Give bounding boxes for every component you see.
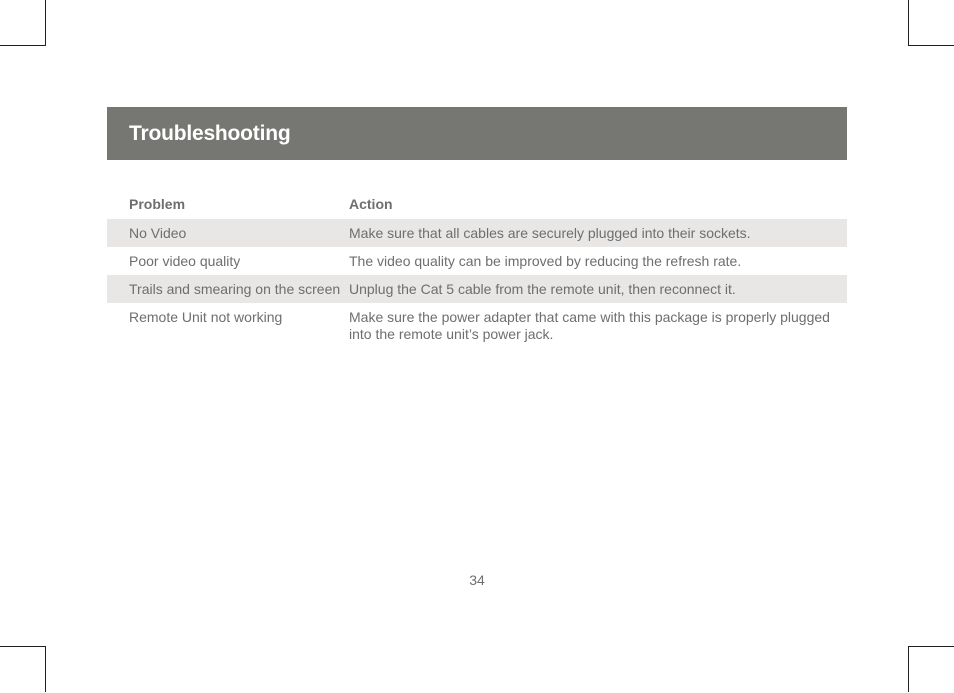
problem-cell: Poor video quality [129,253,241,269]
table-row [107,219,847,247]
action-cell: Make sure that all cables are securely plugged into their sockets. [349,225,751,241]
page-number: 34 [469,572,485,588]
crop-mark-top-left-v [45,0,46,46]
crop-mark-bottom-left-v [45,646,46,692]
section-title: Troubleshooting [129,122,291,145]
table-row [107,275,847,303]
column-header-problem: Problem [129,196,186,212]
action-cell: Make sure the power adapter that came with this package is properly plugged into the remote unit’s power jack. [349,309,830,342]
table-row [107,303,847,353]
problem-cell: Remote Unit not working [129,309,283,325]
column-header-action: Action [349,196,393,212]
problem-cell: No Video [129,225,187,241]
problem-cell: Trails and smearing on the screen [129,281,341,297]
crop-mark-top-right-v [908,0,909,46]
crop-mark-bottom-right-h [908,646,954,647]
table-header-row [107,190,847,219]
action-cell: Unplug the Cat 5 cable from the remote unit, then reconnect it. [349,281,736,297]
action-cell: The video quality can be improved by reducing the refresh rate. [349,253,742,269]
troubleshooting-table [107,190,847,353]
crop-mark-bottom-right-v [908,646,909,692]
section-header-band [107,107,847,160]
crop-mark-top-right-h [908,45,954,46]
crop-mark-top-left-h [0,45,46,46]
table-row [107,247,847,275]
crop-mark-bottom-left-h [0,646,46,647]
